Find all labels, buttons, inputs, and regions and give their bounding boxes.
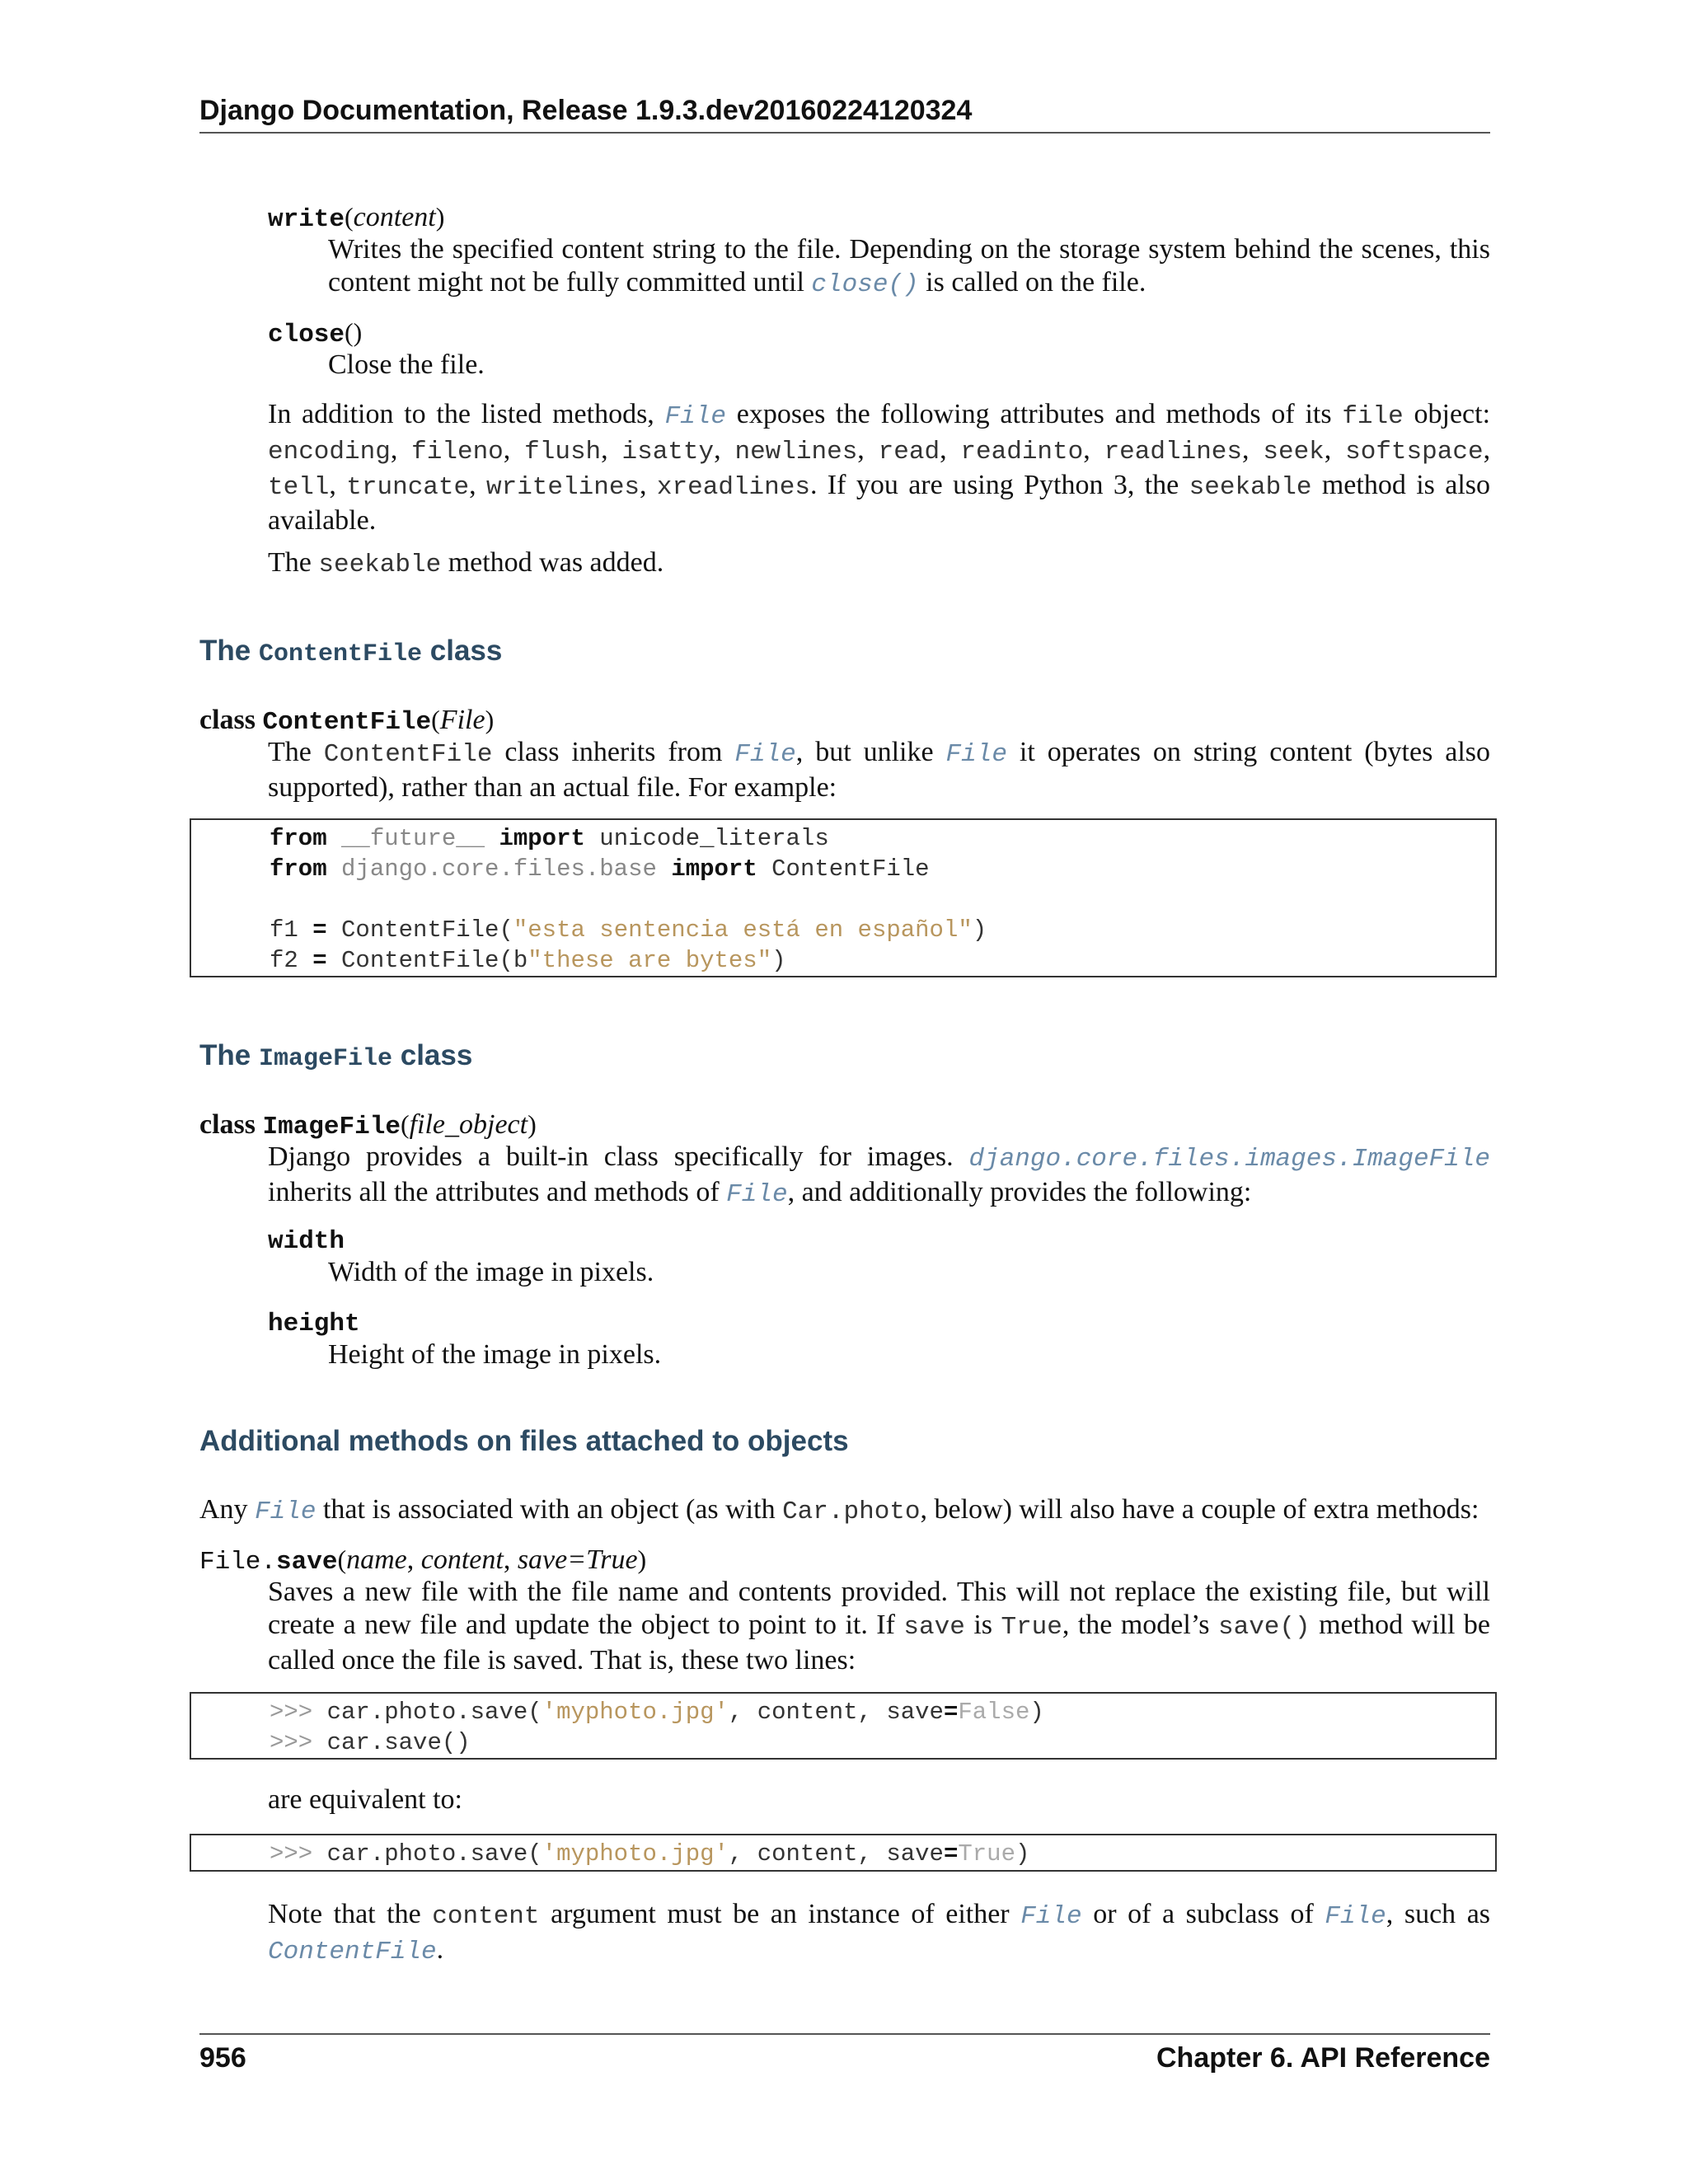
code-token: ContentFile( <box>326 916 513 944</box>
imagefile-link[interactable]: django.core.files.images.ImageFile <box>968 1145 1490 1174</box>
attribute-name: flush <box>524 438 602 466</box>
code-token: ContentFile <box>757 855 930 883</box>
code-token: True <box>958 1840 1015 1868</box>
code-token: = <box>943 1699 959 1726</box>
attribute-name: encoding <box>268 438 391 466</box>
width-attribute: width <box>268 1227 345 1256</box>
method-params: content <box>353 202 436 232</box>
code-line <box>270 854 1495 884</box>
code-token: ContentFile(b <box>326 947 528 974</box>
close-signature: close() <box>268 317 363 349</box>
file-attributes-paragraph: In addition to the listed methods, File exposes the following attributes and methods of its file object: encoding, fileno, flush, isatty, newlines, read, readinto, readlines, seek, softspace, tell, truncate, writelines, xreadlines. If you are using Python 3, the seekable method is also available. <box>268 399 1491 536</box>
code-token <box>327 855 341 883</box>
code-token: ) <box>972 916 987 944</box>
write-signature: write(content) <box>268 202 445 234</box>
code-token: 'myphoto.jpg' <box>542 1840 729 1868</box>
equivalent-text: are equivalent to: <box>268 1784 463 1815</box>
save-code-block-2 <box>190 1834 1497 1872</box>
code-token: >>> <box>270 1840 313 1868</box>
code-lines <box>270 823 1495 976</box>
attribute-name: readinto <box>960 438 1084 466</box>
seekable-note: The seekable method was added. <box>268 547 664 579</box>
attribute-name: writelines <box>486 473 640 502</box>
imagefile-description: Django provides a built-in class specifically for images. django.core.files.images.ImageFile inherits all the attributes and methods of File, and additionally provides the following: <box>268 1141 1490 1209</box>
attribute-name: isatty <box>621 438 715 466</box>
additional-methods-heading: Additional methods on files attached to objects <box>199 1425 849 1457</box>
code-token: ) <box>771 947 786 974</box>
attribute-name: newlines <box>734 438 858 466</box>
attribute-name: softspace <box>1345 438 1484 466</box>
save-description: Saves a new file with the file name and contents provided. This will not replace the existing file, but will create a new file and update the object to point to it. If save is True, the model’s save() method will be called once the file is saved. That is, these two lines: <box>268 1577 1490 1675</box>
imagefile-signature: class ImageFile(file_object) <box>199 1109 537 1141</box>
code-token: = <box>312 916 327 944</box>
code-line <box>270 1839 1495 1869</box>
height-attribute: height <box>268 1310 360 1338</box>
code-token <box>485 825 499 852</box>
code-lines <box>270 1839 1495 1869</box>
close-description: Close the file. <box>328 349 485 380</box>
code-token: "these are bytes" <box>528 947 772 974</box>
attribute-name: fileno <box>411 438 504 466</box>
save-signature: File.save(name, content, save=True) <box>199 1544 647 1577</box>
file-link[interactable]: File <box>255 1497 316 1526</box>
code-line <box>270 884 1495 915</box>
attribute-name: seek <box>1263 438 1325 466</box>
contentfile-code-block <box>190 818 1497 977</box>
attribute-name: truncate <box>346 473 470 502</box>
page-number: 956 <box>199 2042 246 2074</box>
attribute-name: xreadlines <box>656 473 810 502</box>
code-token: import <box>671 855 757 883</box>
code-token: >>> <box>270 1729 313 1756</box>
contentfile-description: The ContentFile class inherits from File, but unlike File it operates on string content (bytes also supported), rather than an actual file. For example: <box>268 737 1491 803</box>
imagefile-heading: The ImageFile class <box>199 1039 473 1073</box>
code-token: f2 <box>270 947 313 974</box>
code-token: = <box>943 1840 959 1868</box>
code-token: __future__ <box>341 825 485 852</box>
code-line <box>270 1727 1495 1758</box>
code-token: ) <box>1015 1840 1030 1868</box>
content-argument-note: Note that the content argument must be an instance of either File or of a subclass of File, such as ContentFile. <box>268 1899 1491 1966</box>
code-token: unicode_literals <box>584 825 829 852</box>
code-token: car.save() <box>312 1729 471 1756</box>
code-line <box>270 945 1495 976</box>
code-token: import <box>499 825 585 852</box>
code-token: , content, save <box>728 1699 944 1726</box>
height-description: Height of the image in pixels. <box>328 1339 662 1370</box>
attribute-name: readlines <box>1104 438 1243 466</box>
file-link[interactable]: File <box>1325 1902 1386 1931</box>
save-code-block-1 <box>190 1692 1497 1760</box>
code-token: from <box>270 855 327 883</box>
code-token: car.photo.save( <box>312 1699 542 1726</box>
code-token: "esta sentencia está en español" <box>513 916 973 944</box>
contentfile-heading: The ContentFile class <box>199 635 503 668</box>
code-token: from <box>270 825 327 852</box>
code-token <box>327 825 341 852</box>
code-line <box>270 1697 1495 1727</box>
code-line <box>270 823 1495 854</box>
code-token: 'myphoto.jpg' <box>542 1699 729 1726</box>
file-link[interactable]: File <box>664 402 726 431</box>
code-token: django.core.files.base <box>341 855 657 883</box>
file-link[interactable]: File <box>945 740 1007 769</box>
method-name: close <box>268 321 345 349</box>
code-token: f1 <box>270 916 313 944</box>
code-token: , content, save <box>728 1840 944 1868</box>
code-token: False <box>958 1699 1030 1726</box>
code-token <box>657 855 671 883</box>
chapter-title: Chapter 6. API Reference <box>1156 2042 1490 2074</box>
footer-divider <box>199 2033 1490 2035</box>
header-title: Django Documentation, Release 1.9.3.dev20160224120324 <box>199 95 973 126</box>
file-link[interactable]: File <box>734 740 796 769</box>
close-link[interactable]: close() <box>811 270 919 299</box>
method-name: write <box>268 205 345 234</box>
code-token: car.photo.save( <box>312 1840 542 1868</box>
width-description: Width of the image in pixels. <box>328 1257 654 1287</box>
page-header <box>199 94 1490 134</box>
attribute-name: read <box>878 438 940 466</box>
additional-intro: Any File that is associated with an object (as with Car.photo, below) will also have a couple of extra methods: <box>199 1494 1479 1526</box>
code-token: >>> <box>270 1699 313 1726</box>
code-lines <box>270 1697 1495 1758</box>
file-link[interactable]: File <box>1020 1902 1082 1931</box>
write-description: Writes the specified content string to the file. Depending on the storage system behind the scenes, this content might not be fully committed until close() is called on the file. <box>328 234 1490 299</box>
attribute-name: tell <box>268 473 330 502</box>
file-link[interactable]: File <box>726 1180 788 1209</box>
code-token: ) <box>1029 1699 1044 1726</box>
attribute-list: encoding, fileno, flush, isatty, newlines, read, readinto, readlines, seek, softspace, tell, truncate, writelines, xreadlines <box>268 434 1491 502</box>
contentfile-signature: class ContentFile(File) <box>199 705 495 737</box>
code-line <box>270 915 1495 945</box>
code-token: = <box>312 947 327 974</box>
contentfile-link[interactable]: ContentFile <box>268 1938 437 1966</box>
